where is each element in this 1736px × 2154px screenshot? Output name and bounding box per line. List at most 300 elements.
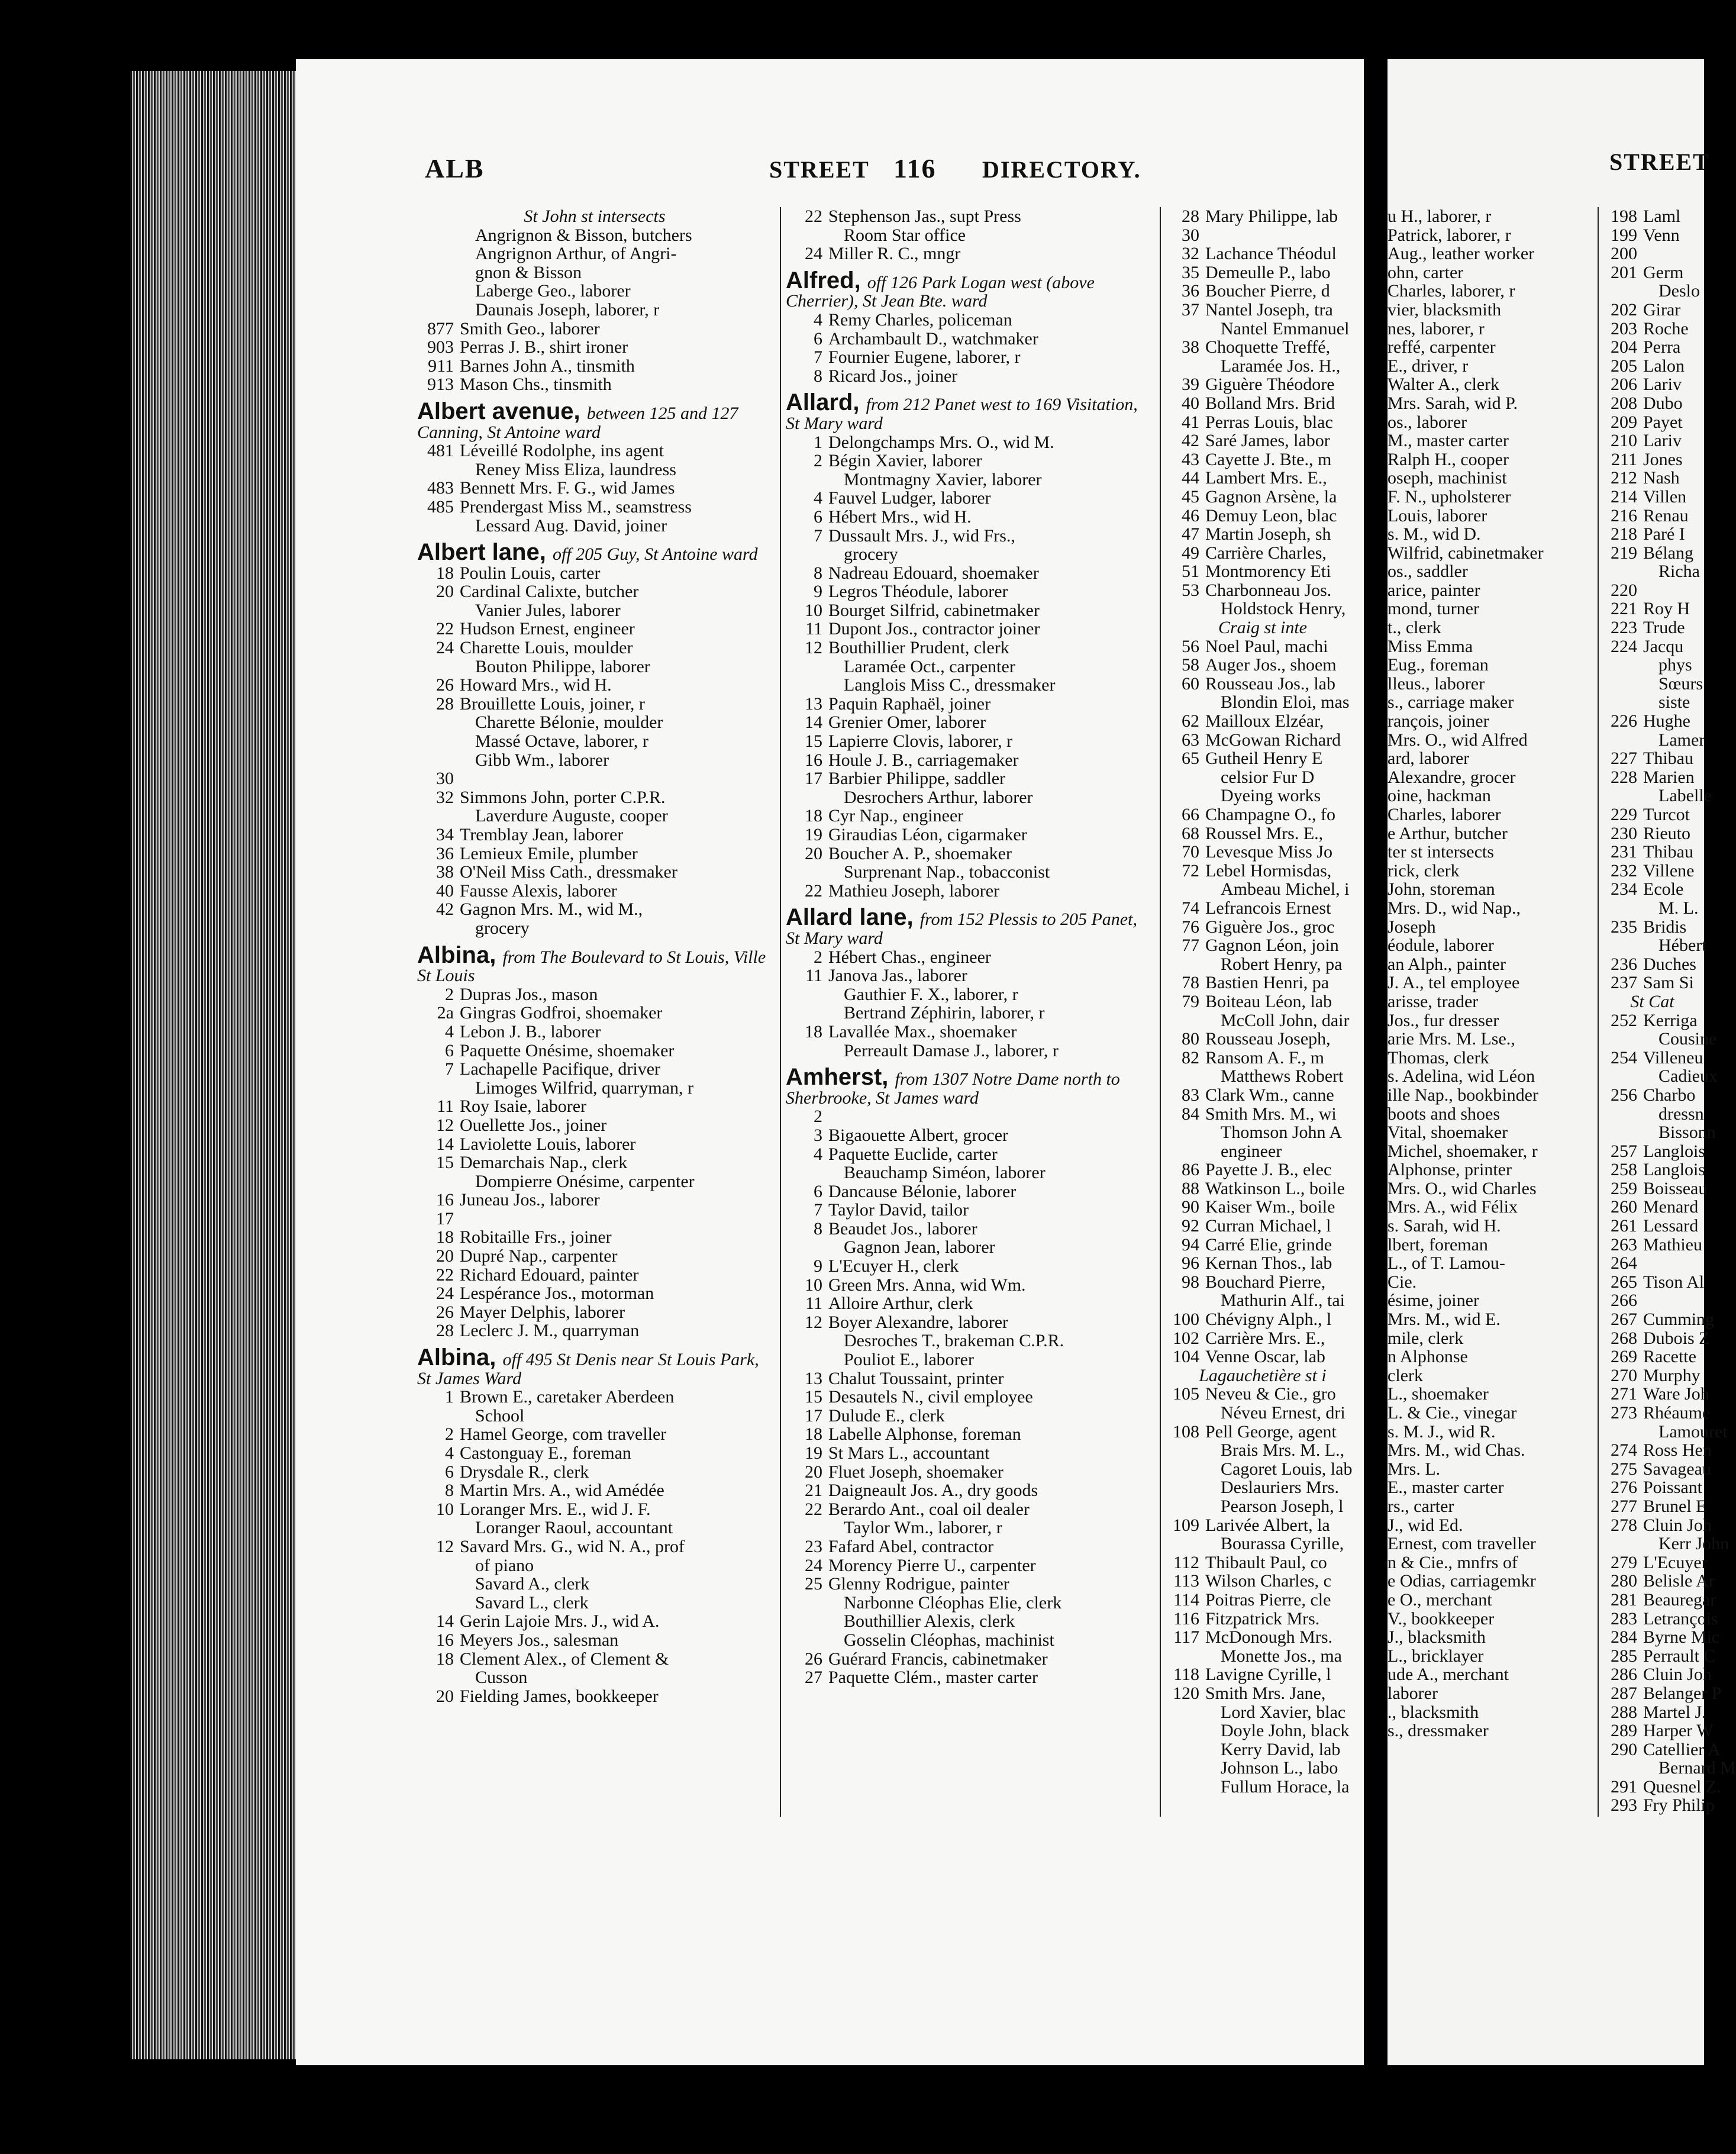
directory-entry: [1163, 1497, 1363, 1516]
directory-entry: [1163, 1030, 1363, 1049]
directory-entry: lbert, foreman: [1387, 1234, 1488, 1255]
directory-entry: [786, 1238, 1153, 1257]
street-description: from 212 Panet west to 169 Visitation, St Mary ward: [786, 395, 1138, 433]
directory-entry: n & Cie., mnfrs of: [1387, 1552, 1518, 1572]
resident-text: Chévigny Alph., l: [1205, 1310, 1332, 1330]
directory-entry: [1163, 1423, 1363, 1442]
resident-text: Marien: [1643, 767, 1695, 787]
house-number: 481: [427, 441, 454, 461]
intersection-note: St John st intersects: [524, 207, 666, 226]
resident-text: Laramée Jos. H.,: [1221, 356, 1341, 376]
resident-text: Catellier A: [1643, 1739, 1721, 1759]
directory-entry: [417, 338, 772, 357]
directory-entry: [1601, 1291, 1704, 1310]
resident-text: Bourget Silfrid, cabinetmaker: [828, 600, 1040, 620]
house-number: 60: [1182, 673, 1199, 694]
directory-entry: [1601, 450, 1704, 469]
directory-entry: Charles, laborer, r: [1387, 281, 1515, 301]
house-number: [786, 1612, 828, 1631]
house-number: 10: [436, 1499, 454, 1519]
resident-text: Gerin Lajoie Mrs. J., wid A.: [460, 1611, 660, 1631]
directory-entry: [786, 1182, 1153, 1201]
directory-entry: [1163, 1740, 1363, 1759]
house-number: 8: [445, 1481, 454, 1501]
directory-entry: [1601, 1440, 1712, 1460]
house-number: 24: [805, 1555, 822, 1575]
house-number: [417, 1518, 460, 1537]
directory-entry: [786, 1612, 1153, 1631]
house-number: 226: [1611, 711, 1637, 731]
resident-text: Fitzpatrick Mrs.: [1205, 1608, 1320, 1629]
column-2: [786, 207, 1153, 1905]
street-description: from 1307 Notre Dame north to Sherbrooke, St James ward: [786, 1069, 1120, 1108]
street-description: off 126 Park Logan west (above Cherrier), St Jean Bte. ward: [786, 272, 1095, 311]
directory-entry: [1163, 1553, 1363, 1572]
book-gutter: [1364, 36, 1387, 2083]
directory-entry: [1163, 1665, 1363, 1684]
house-number: 15: [805, 731, 822, 752]
house-number: 200: [1611, 244, 1637, 264]
directory-entry: [786, 985, 1153, 1004]
directory-entry: [1601, 375, 1704, 394]
directory-entry: [786, 489, 1153, 508]
resident-text: Glenny Rodrigue, painter: [828, 1574, 1009, 1594]
directory-entry: [1163, 1703, 1363, 1722]
directory-entry: ésime, joiner: [1387, 1291, 1479, 1311]
directory-entry: clerk: [1387, 1365, 1423, 1385]
directory-entry: s. Sarah, wid H.: [1387, 1216, 1501, 1236]
resident-text: Pell George, agent: [1205, 1421, 1337, 1442]
house-number: 49: [1182, 543, 1199, 563]
directory-entry: [786, 1163, 1153, 1182]
house-number: 20: [436, 1246, 454, 1266]
directory-entry: [786, 1331, 1153, 1350]
house-number: 3: [814, 1125, 822, 1145]
directory-entry: [1601, 1066, 1718, 1086]
directory-entry: s. M., wid D.: [1387, 524, 1481, 544]
resident-text: Gagnon Mrs. M., wid M.,: [460, 899, 643, 920]
house-number: 19: [805, 825, 822, 844]
directory-entry: [1601, 1347, 1704, 1366]
directory-entry: [1163, 656, 1363, 675]
house-number: 286: [1611, 1665, 1637, 1685]
resident-text: St Mars L., accountant: [828, 1443, 990, 1463]
directory-entry: [1163, 749, 1363, 768]
directory-entry: [1601, 1049, 1704, 1068]
directory-entry: E., driver, r: [1387, 356, 1469, 376]
directory-entry: mond, turner: [1387, 599, 1479, 619]
directory-entry: J. A., tel employee: [1387, 973, 1520, 993]
resident-text: Angrignon Arthur, of Angri-: [475, 244, 677, 264]
directory-entry: [786, 508, 1153, 527]
resident-text: Brown E., caretaker Aberdeen: [460, 1387, 675, 1407]
resident-text: Holdstock Henry,: [1221, 599, 1346, 619]
directory-entry: [417, 1172, 772, 1191]
directory-entry: [1163, 338, 1363, 357]
directory-entry: [1163, 1254, 1363, 1273]
resident-text: Menard: [1643, 1197, 1699, 1217]
resident-text: Mathieu: [1643, 1234, 1702, 1255]
house-number: [786, 1518, 828, 1537]
house-number: [1163, 1703, 1205, 1722]
directory-entry: [786, 751, 1153, 770]
directory-entry: ., blacksmith: [1387, 1702, 1479, 1722]
house-number: 8: [814, 563, 822, 583]
directory-entry: Miss Emma: [1387, 636, 1473, 656]
directory-entry: [1163, 862, 1363, 881]
house-number: [786, 1594, 828, 1613]
resident-text: Hudson Ernest, engineer: [460, 619, 635, 639]
directory-entry: arisse, trader: [1387, 991, 1479, 1011]
resident-text: Gosselin Cléophas, machinist: [844, 1630, 1054, 1650]
directory-entry: M., master carter: [1387, 431, 1509, 451]
directory-entry: [417, 1518, 772, 1537]
house-number: 19: [805, 1443, 822, 1463]
resident-text: Simmons John, porter C.P.R.: [460, 787, 666, 807]
house-number: 80: [1182, 1029, 1199, 1049]
resident-text: Giguère Jos., groc: [1205, 917, 1335, 937]
resident-text: Dussault Mrs. J., wid Frs.,: [828, 525, 1015, 546]
directory-entry: ille Nap., bookbinder: [1387, 1085, 1538, 1105]
directory-entry: [786, 1023, 1153, 1041]
directory-entry: Charles, laborer: [1387, 805, 1501, 824]
resident-text: Reney Miss Eliza, laundress: [475, 459, 676, 479]
house-number: 90: [1182, 1197, 1199, 1217]
house-number: [1601, 1067, 1643, 1086]
directory-entry: oseph, machinist: [1387, 468, 1507, 488]
house-number: 285: [1611, 1646, 1637, 1666]
house-number: 279: [1611, 1552, 1637, 1572]
directory-entry: [417, 788, 772, 807]
resident-text: Jones: [1643, 449, 1683, 469]
resident-text: Lessard: [1643, 1216, 1699, 1236]
directory-entry: [786, 207, 1153, 226]
directory-entry: [786, 1350, 1153, 1369]
directory-entry: F. N., upholsterer: [1387, 486, 1511, 507]
directory-entry: [417, 498, 772, 517]
house-number: 903: [427, 337, 454, 357]
street-heading: [417, 398, 772, 442]
house-number: 4: [445, 1021, 454, 1041]
house-number: 236: [1611, 954, 1637, 974]
house-number: 203: [1611, 318, 1637, 338]
directory-entry: [417, 1444, 772, 1463]
resident-text: Brouillette Louis, joiner, r: [460, 694, 645, 714]
house-number: 221: [1611, 599, 1637, 619]
directory-entry: Patrick, laborer, r: [1387, 225, 1511, 245]
house-number: [1601, 899, 1643, 918]
house-number: [417, 1668, 460, 1687]
house-number: 7: [814, 1200, 822, 1220]
house-number: 56: [1182, 636, 1199, 656]
resident-text: Pearson Joseph, l: [1221, 1496, 1344, 1516]
directory-entry: [1601, 488, 1704, 507]
directory-entry: [786, 367, 1153, 386]
house-number: [417, 657, 460, 676]
house-number: [1163, 1534, 1205, 1553]
house-number: 117: [1173, 1627, 1199, 1647]
house-number: 20: [805, 1462, 822, 1482]
directory-entry: e Arthur, butcher: [1387, 823, 1508, 843]
directory-entry: [1601, 1515, 1712, 1535]
directory-entry: [417, 1388, 772, 1407]
directory-entry: [786, 1388, 1153, 1407]
resident-text: celsior Fur D: [1221, 767, 1315, 787]
directory-entry: [1601, 1589, 1716, 1610]
resident-text: Dubois Z: [1643, 1328, 1710, 1348]
resident-text: Martin Joseph, sh: [1205, 524, 1331, 544]
resident-text: Lachance Théodul: [1205, 244, 1337, 264]
resident-text: Chalut Toussaint, printer: [828, 1368, 1004, 1388]
resident-text: Langlois: [1643, 1160, 1705, 1180]
resident-text: Lemieux Emile, plumber: [460, 843, 638, 863]
resident-text: Clark Wm., canne: [1205, 1085, 1334, 1105]
house-number: 10: [805, 1275, 822, 1295]
resident-text: Mathieu Joseph, laborer: [828, 881, 1000, 901]
house-number: 266: [1611, 1291, 1637, 1311]
column-5: [1601, 207, 1736, 1905]
house-number: 281: [1611, 1589, 1637, 1610]
directory-entry: [786, 882, 1153, 901]
house-number: 6: [814, 328, 822, 349]
street-heading: [417, 539, 772, 566]
house-number: 8: [814, 1218, 822, 1239]
directory-entry: [1601, 1627, 1720, 1647]
directory-entry: [1601, 1646, 1716, 1666]
resident-text: Charette Louis, moulder: [460, 638, 633, 658]
column-3: [1163, 207, 1363, 1905]
house-number: 12: [436, 1115, 454, 1135]
resident-text: Matthews Robert: [1221, 1066, 1344, 1086]
directory-entry: reffé, carpenter: [1387, 337, 1496, 357]
house-number: 229: [1611, 805, 1637, 824]
house-number: 199: [1611, 225, 1637, 245]
resident-text: Germ: [1643, 262, 1684, 282]
street-heading: [417, 1344, 772, 1388]
resident-text: Watkinson L., boile: [1205, 1178, 1345, 1198]
directory-entry: [417, 1284, 772, 1303]
resident-text: Curran Michael, l: [1205, 1216, 1331, 1236]
resident-text: Laramée Oct., carpenter: [844, 656, 1015, 676]
directory-entry: [417, 601, 772, 620]
house-number: 68: [1182, 823, 1199, 843]
directory-entry: [1601, 712, 1704, 731]
directory-entry: [1601, 1552, 1708, 1572]
resident-text: Giraudias Léon, cigarmaker: [828, 825, 1027, 844]
directory-entry: [1163, 1160, 1363, 1179]
directory-entry: [1601, 413, 1704, 432]
resident-text: Byrne Mic: [1643, 1627, 1720, 1647]
house-number: 118: [1173, 1665, 1199, 1685]
directory-entry: [1601, 1608, 1718, 1629]
house-number: [417, 732, 460, 751]
house-number: 18: [436, 1649, 454, 1669]
directory-entry: [786, 1518, 1153, 1537]
house-number: [786, 1631, 828, 1650]
directory-entry: [417, 900, 772, 919]
house-number: 877: [427, 318, 454, 338]
resident-text: Auger Jos., shoem: [1205, 655, 1337, 675]
directory-entry: [417, 826, 772, 844]
house-number: 42: [1182, 431, 1199, 451]
resident-text: Lachapelle Pacifique, driver: [460, 1059, 660, 1079]
resident-text: Fluet Joseph, shoemaker: [828, 1462, 1003, 1482]
resident-text: [460, 769, 772, 788]
house-number: 913: [427, 375, 454, 395]
directory-entry: [1601, 1029, 1717, 1049]
directory-entry: [786, 1294, 1153, 1313]
resident-text: of piano: [475, 1555, 534, 1575]
house-number: [1163, 693, 1205, 712]
resident-text: Boucher A. P., shoemaker: [828, 843, 1012, 863]
directory-entry: s. M. J., wid R.: [1387, 1421, 1496, 1442]
house-number: [417, 517, 460, 536]
directory-entry: [1163, 936, 1363, 955]
directory-entry: [417, 375, 772, 394]
resident-text: Cumming: [1643, 1310, 1715, 1330]
directory-entry: [1163, 1291, 1363, 1310]
house-number: 47: [1182, 524, 1199, 544]
resident-text: Rousseau Jos., lab: [1205, 673, 1335, 694]
directory-entry: [1163, 1647, 1363, 1666]
house-number: [786, 1238, 828, 1257]
resident-text: Mayer Delphis, laborer: [460, 1302, 625, 1322]
directory-entry: [417, 301, 772, 320]
house-number: [786, 1041, 828, 1060]
house-number: 120: [1173, 1683, 1199, 1703]
house-number: 2: [814, 451, 822, 471]
house-number: 227: [1611, 749, 1637, 769]
house-number: 211: [1611, 449, 1637, 469]
house-number: 8: [814, 366, 822, 386]
resident-text: Duches: [1643, 954, 1696, 974]
resident-text: Barbier Philippe, saddler: [828, 769, 1006, 789]
house-number: 39: [1182, 375, 1199, 395]
resident-text: Rousseau Joseph,: [1205, 1029, 1331, 1049]
resident-text: [1643, 244, 1704, 263]
directory-entry: [1601, 431, 1704, 450]
directory-entry: [786, 1257, 1153, 1276]
directory-entry: [1163, 843, 1363, 862]
street-heading: [786, 904, 1153, 948]
house-number: 4: [814, 488, 822, 508]
house-number: 76: [1182, 917, 1199, 937]
resident-text: Miller R. C., mngr: [828, 244, 961, 264]
directory-entry: ard, laborer: [1387, 749, 1470, 769]
resident-text: L'Ecuyer: [1643, 1552, 1708, 1572]
house-number: [417, 263, 460, 282]
house-number: 1: [445, 1387, 454, 1407]
resident-text: Kerry David, lab: [1221, 1739, 1341, 1759]
directory-entry: os., laborer: [1387, 412, 1467, 432]
resident-text: phys: [1658, 655, 1692, 675]
house-number: [786, 226, 828, 245]
directory-entry: [786, 545, 1153, 564]
resident-text: Clement Alex., of Clement &: [460, 1649, 669, 1669]
house-number: [786, 1163, 828, 1182]
house-number: [417, 226, 460, 245]
resident-text: Savard Mrs. G., wid N. A., prof: [460, 1536, 685, 1556]
house-number: [786, 676, 828, 695]
house-number: [1601, 562, 1643, 581]
house-number: 291: [1611, 1776, 1637, 1797]
house-number: 4: [814, 1144, 822, 1164]
resident-text: Lariv: [1643, 431, 1682, 451]
street-name: Albina,: [417, 941, 503, 968]
house-number: 98: [1182, 1272, 1199, 1292]
resident-text: Lavallée Max., shoemaker: [828, 1021, 1017, 1041]
directory-entry: Wilfrid, cabinetmaker: [1387, 543, 1544, 563]
directory-entry: [417, 1650, 772, 1669]
street-name: Albert lane,: [417, 539, 553, 566]
directory-entry: [1601, 1011, 1704, 1030]
directory-entry: n Alphonse: [1387, 1347, 1468, 1367]
directory-entry: [1163, 413, 1363, 432]
directory-entry: [1601, 282, 1704, 301]
house-number: 201: [1611, 262, 1637, 282]
resident-text: Belanger P: [1643, 1683, 1722, 1703]
directory-entry: [1601, 1123, 1716, 1143]
directory-entry: Ernest, com traveller: [1387, 1534, 1536, 1554]
resident-text: Taylor Wm., laborer, r: [844, 1518, 1002, 1538]
resident-text: Grenier Omer, laborer: [828, 712, 986, 733]
resident-text: Poulin Louis, carter: [460, 563, 601, 583]
resident-text: Lamouret: [1658, 1421, 1728, 1442]
resident-text: Dupré Nap., carpenter: [460, 1246, 618, 1266]
resident-text: Cusson: [475, 1668, 528, 1688]
resident-text: Juneau Jos., laborer: [460, 1190, 600, 1210]
directory-entry: [1163, 1086, 1363, 1105]
directory-entry: E., master carter: [1387, 1478, 1504, 1498]
resident-text: Bigaouette Albert, grocer: [828, 1125, 1009, 1145]
house-number: 43: [1182, 449, 1199, 469]
resident-text: Dompierre Onésime, carpenter: [475, 1171, 695, 1191]
house-number: 265: [1611, 1272, 1637, 1292]
resident-text: Villene: [1643, 860, 1695, 881]
resident-text: Taylor David, tailor: [828, 1200, 969, 1220]
header-directory: DIRECTORY.: [982, 156, 1141, 183]
directory-entry: [1601, 599, 1704, 618]
resident-text: Sam Si: [1643, 973, 1694, 993]
house-number: 280: [1611, 1571, 1637, 1591]
directory-entry: [417, 657, 772, 676]
house-number: 114: [1173, 1589, 1199, 1610]
resident-text: Beauregar: [1643, 1589, 1716, 1610]
directory-entry: [786, 433, 1153, 452]
house-number: 6: [814, 507, 822, 527]
resident-text: Smith Geo., laborer: [460, 318, 600, 338]
house-number: [786, 985, 828, 1004]
directory-entry: [417, 620, 772, 639]
directory-entry: s., dressmaker: [1387, 1721, 1489, 1741]
house-number: 77: [1182, 936, 1199, 956]
directory-entry: an Alph., painter: [1387, 954, 1506, 974]
house-number: 26: [805, 1649, 822, 1669]
house-number: 46: [1182, 505, 1199, 525]
resident-text: Castonguay E., foreman: [460, 1443, 631, 1463]
resident-text: Thibau: [1643, 842, 1693, 862]
directory-entry: Alexandre, grocer: [1387, 767, 1516, 787]
directory-entry: [786, 348, 1153, 367]
resident-text: Montmorency Eti: [1205, 562, 1331, 582]
house-number: 15: [805, 1387, 822, 1407]
street-description: off 495 St Denis near St Louis Park, St James Ward: [417, 1350, 759, 1388]
directory-entry: [786, 1594, 1153, 1613]
directory-entry: [1601, 1421, 1728, 1442]
house-number: 2: [445, 984, 454, 1004]
resident-text: Larivée Albert, la: [1205, 1515, 1330, 1535]
resident-text: Langlois Miss C., dressmaker: [844, 675, 1056, 695]
